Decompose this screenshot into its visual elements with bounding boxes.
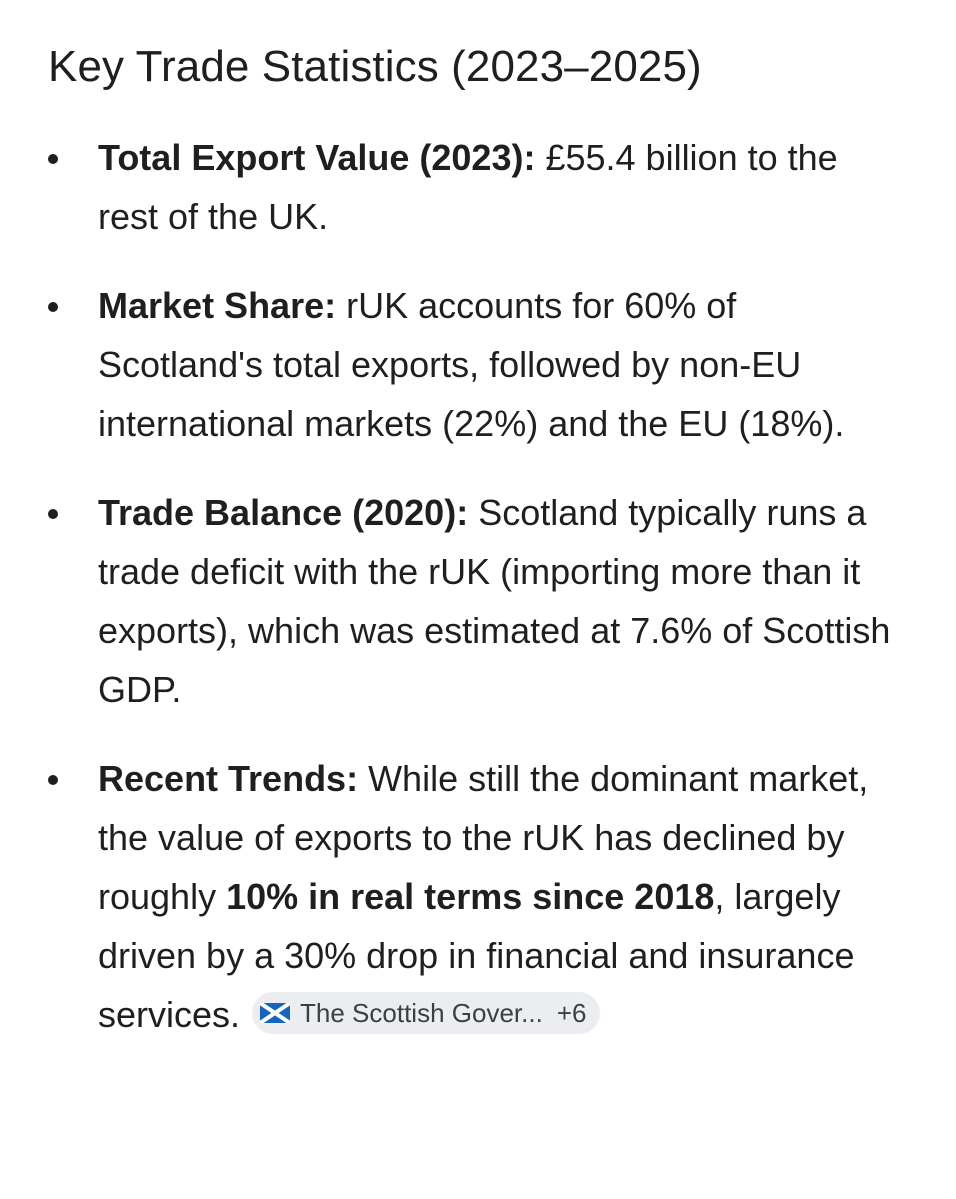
- bullet-text: £55.4 billion to the rest of the UK.: [98, 137, 838, 237]
- source-chip-label: The Scottish Gover...: [300, 998, 543, 1029]
- statistics-list: [0, 128, 956, 1074]
- section-heading: Key Trade Statistics (2023–2025): [48, 42, 702, 91]
- scotland-flag-icon: [260, 1003, 290, 1023]
- list-item-recent-trends: [0, 749, 898, 1044]
- bullet-label: Total Export Value (2023):: [98, 137, 536, 178]
- bullet-text: While still the dominant market, the value of exports to the rUK has declined by roughly: [98, 758, 869, 917]
- list-item-trade-balance: [0, 483, 898, 719]
- bullet-text: , largely driven by a 30% drop in financial and insurance services.: [98, 876, 855, 1035]
- list-item-total-export-value: [0, 128, 898, 246]
- source-chip[interactable]: [252, 992, 600, 1034]
- bullet-dot-icon: [48, 775, 58, 785]
- bullet-text: Scotland typically runs a trade deficit with the rUK (importing more than it exports), which was estimated at 7.6% of Scottish GDP.: [98, 492, 891, 710]
- bullet-label: Market Share:: [98, 285, 337, 326]
- bullet-text: rUK accounts for 60% of Scotland's total exports, followed by non-EU international markets (22%) and the EU (18%).: [98, 285, 845, 444]
- bullet-dot-icon: [48, 154, 58, 164]
- bullet-dot-icon: [48, 302, 58, 312]
- bullet-bold-phrase: 10% in real terms since 2018: [226, 876, 715, 917]
- bullet-dot-icon: [48, 509, 58, 519]
- bullet-label: Trade Balance (2020):: [98, 492, 469, 533]
- source-chip-count: +6: [556, 998, 587, 1029]
- list-item-market-share: [0, 276, 898, 453]
- bullet-label: Recent Trends:: [98, 758, 359, 799]
